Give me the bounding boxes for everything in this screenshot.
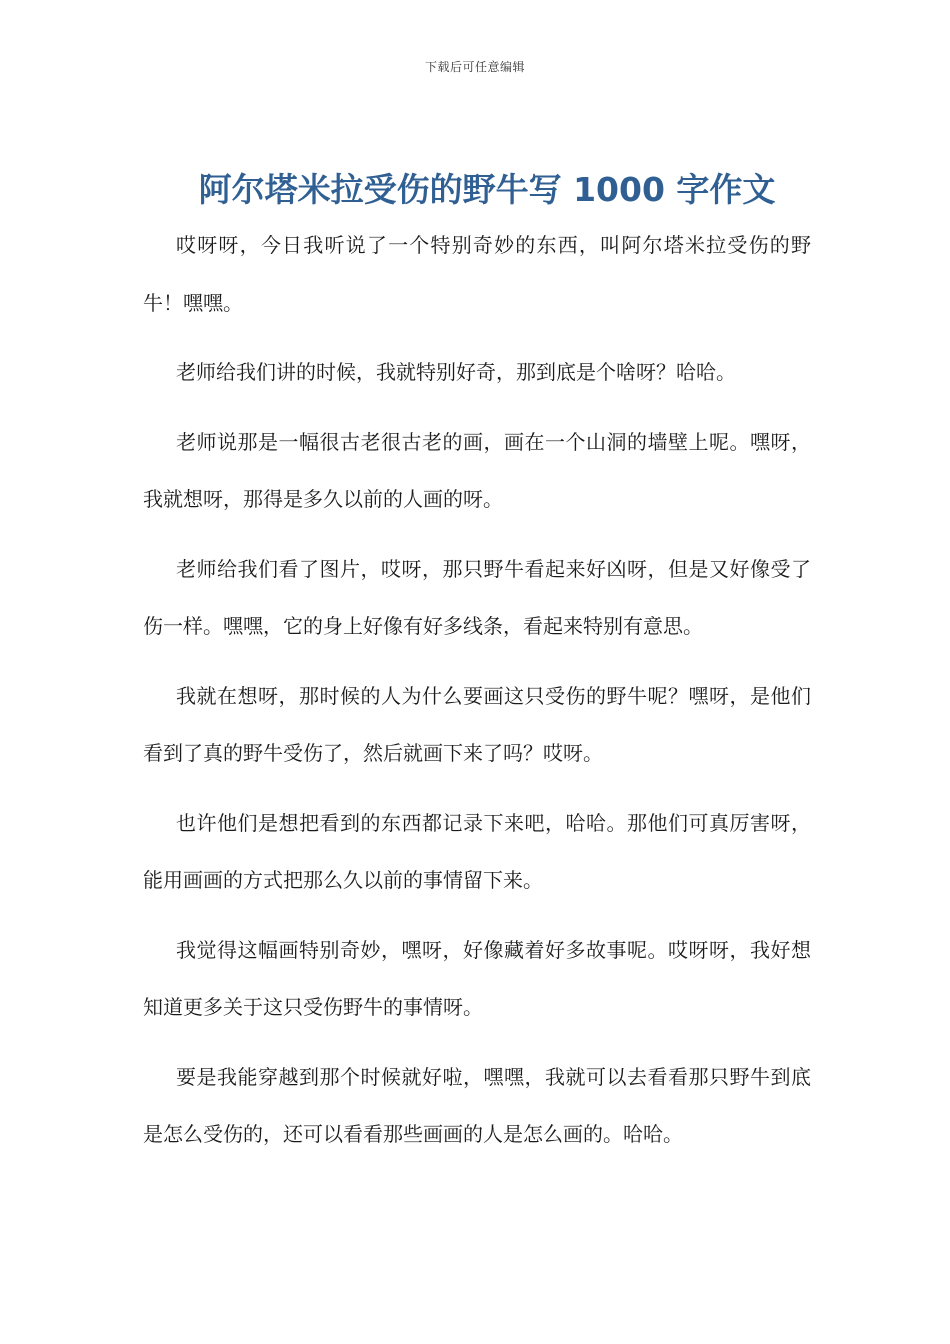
paragraph-3: 老师说那是一幅很古老很古老的画，画在一个山洞的墙壁上呢。嘿呀，我就想呀，那得是多久以前的人画的呀。 (143, 429, 811, 511)
paragraph-4: 老师给我们看了图片，哎呀，那只野牛看起来好凶呀，但是又好像受了伤一样。嘿嘿，它的身上好像有好多线条，看起来特别有意思。 (143, 556, 811, 638)
paragraph-2: 老师给我们讲的时候，我就特别好奇，那到底是个啥呀？哈哈。 (176, 360, 736, 384)
paragraph-8: 要是我能穿越到那个时候就好啦，嘿嘿，我就可以去看看那只野牛到底是怎么受伤的，还可以看看那些画画的人是怎么画的。哈哈。 (143, 1064, 811, 1146)
paragraph-7: 我觉得这幅画特别奇妙，嘿呀，好像藏着好多故事呢。哎呀呀，我好想知道更多关于这只受伤野牛的事情呀。 (143, 937, 811, 1019)
header-note: 下载后可任意编辑 (424, 60, 525, 74)
document-title: 阿尔塔米拉受伤的野牛写 1000 字作文 (198, 170, 776, 209)
paragraph-1: 哎呀呀，今日我听说了一个特别奇妙的东西，叫阿尔塔米拉受伤的野牛！嘿嘿。 (143, 233, 811, 315)
paragraph-5: 我就在想呀，那时候的人为什么要画这只受伤的野牛呢？嘿呀，是他们看到了真的野牛受伤了，然后就画下来了吗？哎呀。 (143, 683, 811, 765)
paragraph-6: 也许他们是想把看到的东西都记录下来吧，哈哈。那他们可真厉害呀，能用画画的方式把那么久以前的事情留下来。 (143, 810, 811, 892)
document-body (143, 217, 811, 1176)
